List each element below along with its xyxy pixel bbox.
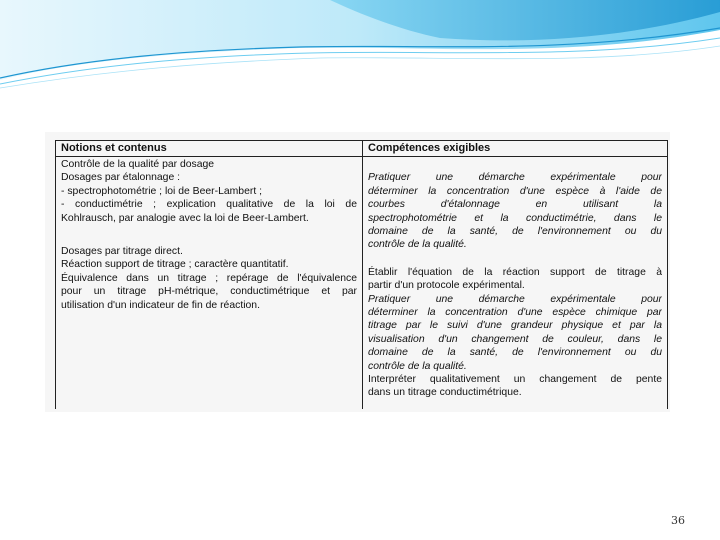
notion-line: pour un titrage pH-métrique, conductimétrique et par: [61, 286, 357, 298]
notion-line: Contrôle de la qualité par dosage: [61, 159, 215, 170]
header-notions: Notions et contenus: [56, 141, 363, 157]
notion-line: - spectrophotométrie ; loi de Beer-Lambert ;: [61, 185, 262, 197]
competences-cell: [363, 157, 668, 410]
competence-line: domaine de la santé, de l'environnement ou du: [368, 226, 662, 238]
competence-line: courbes d'étalonnage en utilisant la: [368, 199, 662, 211]
notion-line: Équivalence dans un titrage ; repérage de l'équivalence: [61, 272, 357, 284]
competence-line: Établir l'équation de la réaction support de titrage à: [368, 266, 662, 278]
competence-line: Interpréter qualitativement un changement de pente: [368, 374, 662, 386]
curriculum-table: [55, 140, 668, 409]
spacer: [368, 158, 662, 171]
competence-line: Pratiquer une démarche expérimentale pour: [368, 293, 662, 305]
notion-line: Réaction support de titrage ; caractère quantitatif.: [61, 259, 289, 271]
notion-line: Dosages par étalonnage :: [61, 172, 181, 184]
competence-line: visualisation d'un changement de couleur, dans le: [368, 333, 662, 345]
notion-line: Kohlrausch, par analogie avec la loi de Beer-Lambert.: [61, 212, 309, 224]
notions-cell: [56, 157, 363, 410]
competence-line: spectrophotométrie et la conductimétrie, dans le: [368, 212, 662, 224]
notion-line: utilisation d'un indicateur de fin de réaction.: [61, 299, 260, 311]
notion-line: Dosages par titrage direct.: [61, 246, 183, 258]
competence-line: déterminer la concentration d'une espèce à l'aide de: [368, 185, 662, 197]
table-row: [56, 157, 668, 410]
competence-line: contrôle de la qualité.: [368, 239, 467, 251]
table-header-row: [56, 141, 668, 157]
page-number: 36: [671, 514, 685, 527]
competence-line: dans un titrage conductimétrique.: [368, 387, 522, 399]
spacer: [61, 225, 357, 245]
header-competences: Compétences exigibles: [363, 141, 668, 157]
competence-line: titrage par le suivi d'une grandeur physique et par la: [368, 320, 662, 332]
notion-line: - conductimétrie ; explication qualitative de la loi de: [61, 199, 357, 211]
competence-line: domaine de la santé, de l'environnement ou du: [368, 347, 662, 359]
competence-line: Pratiquer une démarche expérimentale pour: [368, 172, 662, 184]
competence-line: partir d'un protocole expérimental.: [368, 280, 525, 292]
competence-line: déterminer la concentration d'une espèce chimique par: [368, 307, 662, 319]
spacer: [368, 252, 662, 266]
competence-line: contrôle de la qualité.: [368, 360, 467, 372]
header-swoosh-decoration: [0, 0, 720, 95]
